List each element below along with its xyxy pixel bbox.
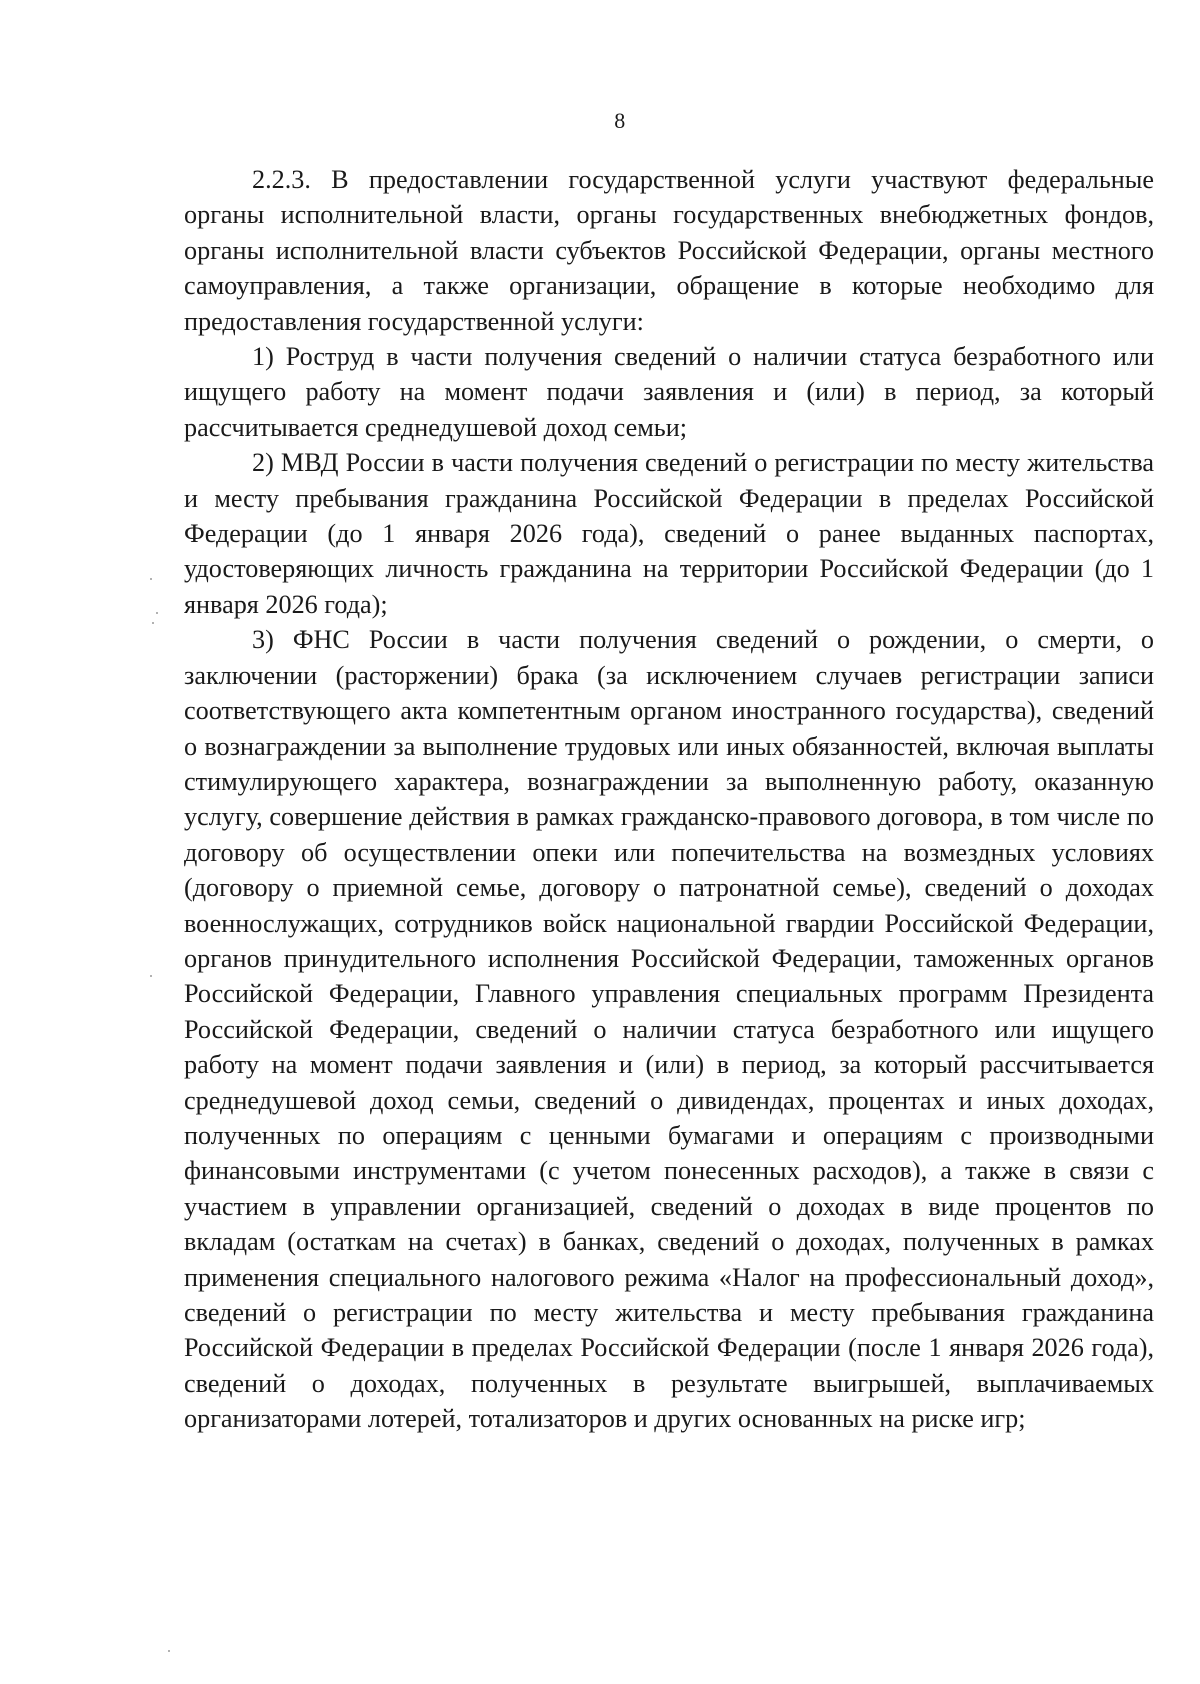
scan-speck [150,578,152,580]
list-item-rostrud: 1) Роструд в части получения сведений о наличии статуса безработного или ищущего работу на момент подачи заявления и (или) в период, за который рассчитывается среднедушевой доход семьи; [184,342,1154,442]
document-body [184,162,1154,1437]
scan-speck [168,1650,170,1652]
list-item-mvd: 2) МВД России в части получения сведений о регистрации по месту жительства и месту пребывания гражданина Российской Федерации в пределах Российской Федерации (до 1 января 2026 года), сведений о ранее выданных паспортах, удостоверяющих личность гражданина на территории Российской Федерации (до 1 января 2026 года); [184,448,1154,619]
scan-speck [152,622,154,624]
list-item-fns: 3) ФНС России в части получения сведений о рождении, о смерти, о заключении (расторжении) брака (за исключением случаев регистрации записи соответствующего акта компетентным органом иностранного государства), сведений о вознаграждении за выполнение трудовых или иных обязанностей, включая выплаты стимулирующего характера, вознаграждении за выполненную работу, оказанную услугу, совершение действия в рамках гражданско-правового договора, в том числе по договору об осуществлении опеки или попечительства на возмездных условиях (договору о приемной семье, договору о патронатной семье), сведений о доходах военнослужащих, сотрудников войск национальной гвардии Российской Федерации, органов принудительного исполнения Российской Федерации, таможенных органов Российской Федерации, Главного управления специальных программ Президента Российской Федерации, сведений о наличии статуса безработного или ищущего работу на момент подачи заявления и (или) в период, за который рассчитывается среднедушевой доход семьи, сведений о дивидендах, процентах и иных доходах, полученных по операциям с ценными бумагами и операциям с производными финансовыми инструментами (с учетом понесенных расходов), а также в связи с участием в управлении организацией, сведений о доходах в виде процентов по вкладам (остаткам на счетах) в банках, сведений о доходах, полученных в рамках применения специального налогового режима «Налог на профессиональный доход», сведений о регистрации по месту жительства и месту пребывания гражданина Российской Федерации в пределах Российской Федерации (после 1 января 2026 года), сведений о доходах, полученных в результате выигрышей, выплачиваемых организаторами лотерей, тотализаторов и других основанных на риске игр; [184,625,1154,1434]
paragraph-2-2-3: 2.2.3. В предоставлении государственной услуги участвуют федеральные органы исполнительной власти, органы государственных внебюджетных фондов, органы исполнительной власти субъектов Российской Федерации, органы местного самоуправления, а также организации, обращение в которые необходимо для предоставления государственной услуги: [184,165,1154,336]
scan-speck [150,975,152,977]
scan-speck [156,612,158,614]
page-number: 8 [614,108,626,133]
